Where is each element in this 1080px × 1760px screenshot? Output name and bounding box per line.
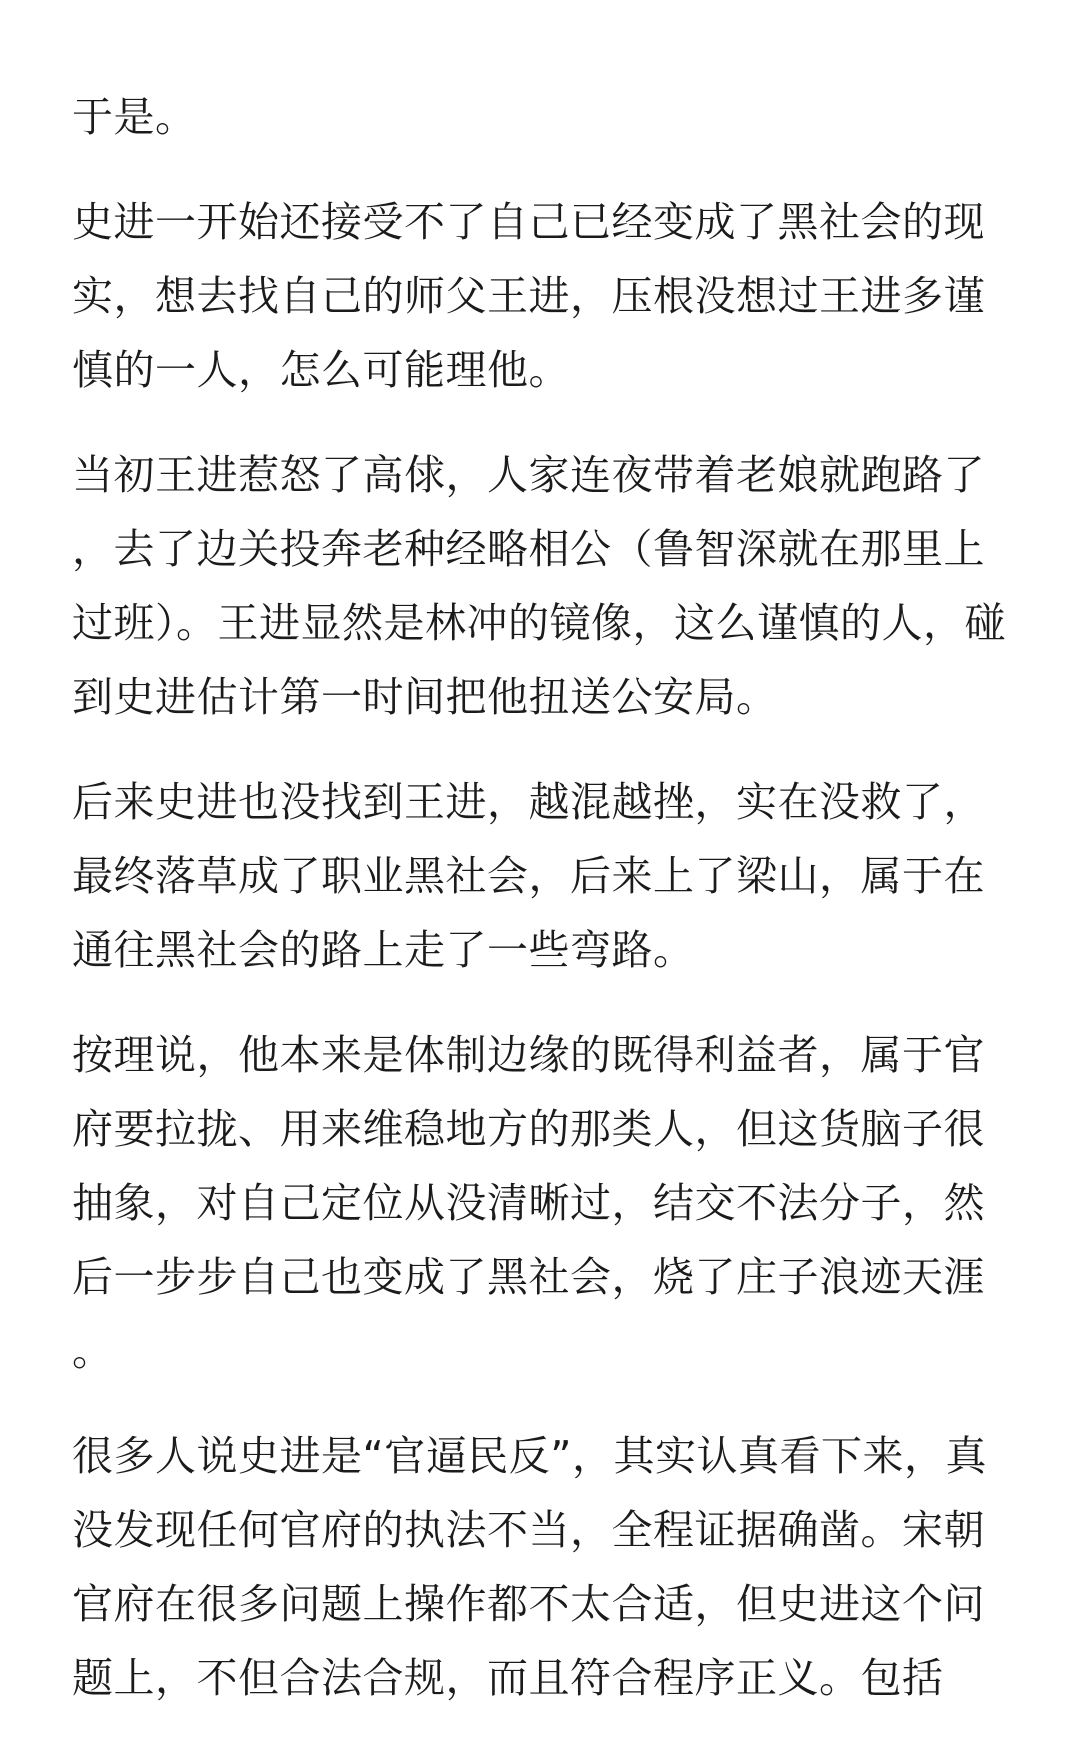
paragraph: 很多人说史进是“官逼民反”，其实认真看下来，真没发现任何官府的执法不当，全程证据确凿。宋朝官府在很多问题上操作都不太合适，但史进这个问题上，不但合法合规，而且符合程序正义。包括 <box>72 1432 987 1702</box>
paragraph: 后来史进也没找到王进，越混越挫，实在没救了，最终落草成了职业黑社会，后来上了梁山，属于在通往黑社会的路上走了一些弯路。 <box>72 778 985 974</box>
article-body <box>72 80 1012 1746</box>
paragraph: 按理说，他本来是体制边缘的既得利益者，属于官府要拉拢、用来维稳地方的那类人，但这货脑子很抽象，对自己定位从没清晰过，结交不法分子，然后一步步自己也变成了黑社会，烧了庄子浪迹天涯。 <box>72 1031 985 1375</box>
paragraph: 当初王进惹怒了高俅，人家连夜带着老娘就跑路了，去了边关投奔老种经略相公（鲁智深就在那里上过班）。王进显然是林冲的镜像，这么谨慎的人，碰到史进估计第一时间把他扭送公安局。 <box>72 451 1006 721</box>
paragraph: 史进一开始还接受不了自己已经变成了黑社会的现实，想去找自己的师父王进，压根没想过王进多谨慎的一人，怎么可能理他。 <box>72 198 985 394</box>
paragraph: 于是。 <box>72 93 197 141</box>
